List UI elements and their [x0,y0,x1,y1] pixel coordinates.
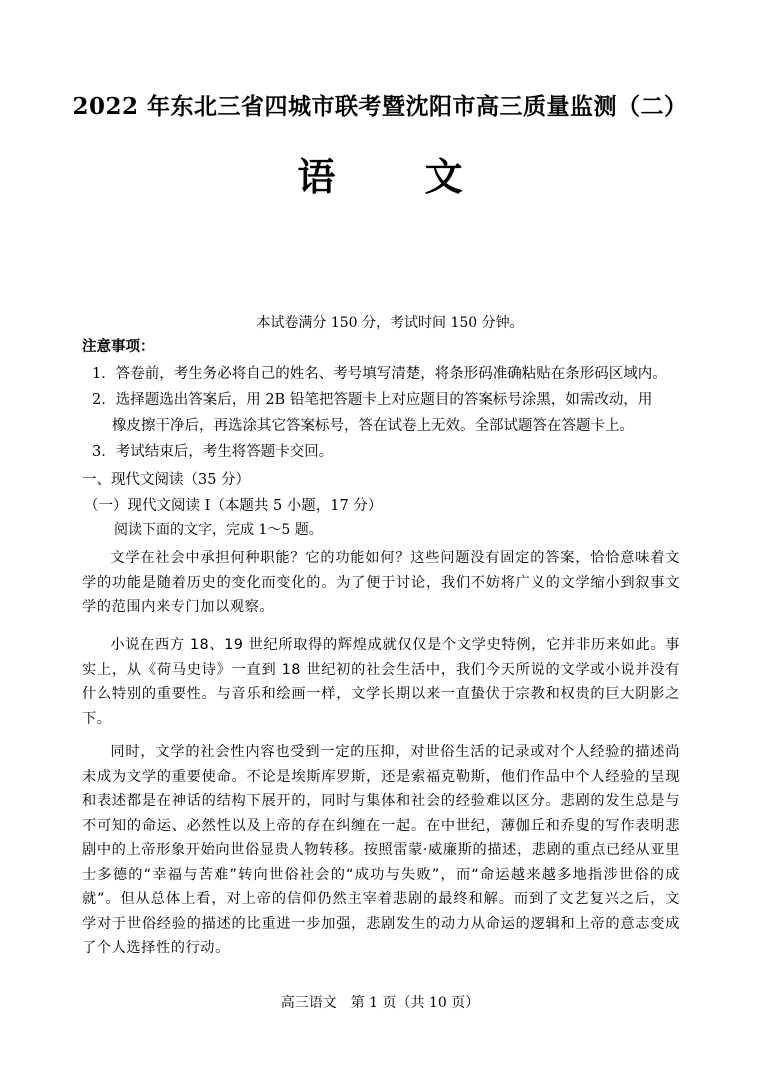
notice-item-2-line-2: 橡皮擦干净后，再选涂其它答案标号，答在试卷上无效。全部试题答在答题卡上。 [112,418,634,434]
exam-info: 本试卷满分 150 分，考试时间 150 分钟。 [256,315,524,331]
page-footer: 高三语文 第 1 页（共 10 页） [280,995,480,1011]
passage-paragraph-2: 小说在西方 18、19 世纪所取得的辉煌成就仅仅是个文学史特例，它并非历来如此。事实上，从《荷马史诗》一直到 18 世纪初的社会生活中，我们今天所说的文学或小说并没有什么特别的重要性。与音乐和绘画一样，文学长期以来一直蛰伏于宗教和权贵的巨大阴影之下。 [82,637,680,727]
notice-item-3: 3．考试结束后，考生将答题卡交回。 [92,444,334,460]
section-subheading: （一）现代文阅读 I（本题共 5 小题，17 分） [84,498,383,514]
exam-title: 2022 年东北三省四城市联考暨沈阳市高三质量监测（二） [72,93,688,120]
notice-item-1: 1．答卷前，考生务必将自己的姓名、考号填写清楚，将条形码准确粘贴在条形码区域内。 [92,366,667,382]
notice-heading: 注意事项： [82,338,155,355]
passage-paragraph-3: 同时，文学的社会性内容也受到一定的压抑，对世俗生活的记录或对个人经验的描述尚未成为文学的重要使命。不论是埃斯库罗斯，还是索福克勒斯，他们作品中个人经验的呈现和表述都是在神话的结构下展开的，同时与集体和社会的经验难以区分。悲剧的发生总是与不可知的命运、必然性以及上帝的存在纠缠在一起。在中世纪，薄伽丘和乔叟的写作表明悲剧中的上帝形象开始向世俗显贵人物转移。按照雷蒙·威廉斯的描述，悲剧的重点已经从亚里士多德的“幸福与苦难”转向世俗社会的“成功与失败”，而“命运越来越多地指涉世俗的成就”。但从总体上看，对上帝的信仰仍然主宰着悲剧的最终和解。而到了文艺复兴之后，文学对于世俗经验的描述的比重进一步加强，悲剧发生的动力从命运的逻辑和上帝的意志变成了个人选择性的行动。 [82,744,680,956]
reading-instruction: 阅读下面的文字，完成 1～5 题。 [114,522,323,538]
notice-item-2-line-1: 2．选择题选出答案后，用 2B 铅笔把答题卡上对应题目的答案标号涂黑，如需改动，用 [92,392,653,408]
passage-paragraph-1: 文学在社会中承担何种职能？它的功能如何？这些问题没有固定的答案，恰恰意味着文学的功能是随着历史的变化而变化的。为了便于讨论，我们不妨将广义的文学缩小到叙事文学的范围内来专门加以观察。 [82,550,680,615]
subject-title: 语 文 [297,154,501,199]
section-heading: 一、现代文阅读（35 分） [82,472,251,488]
